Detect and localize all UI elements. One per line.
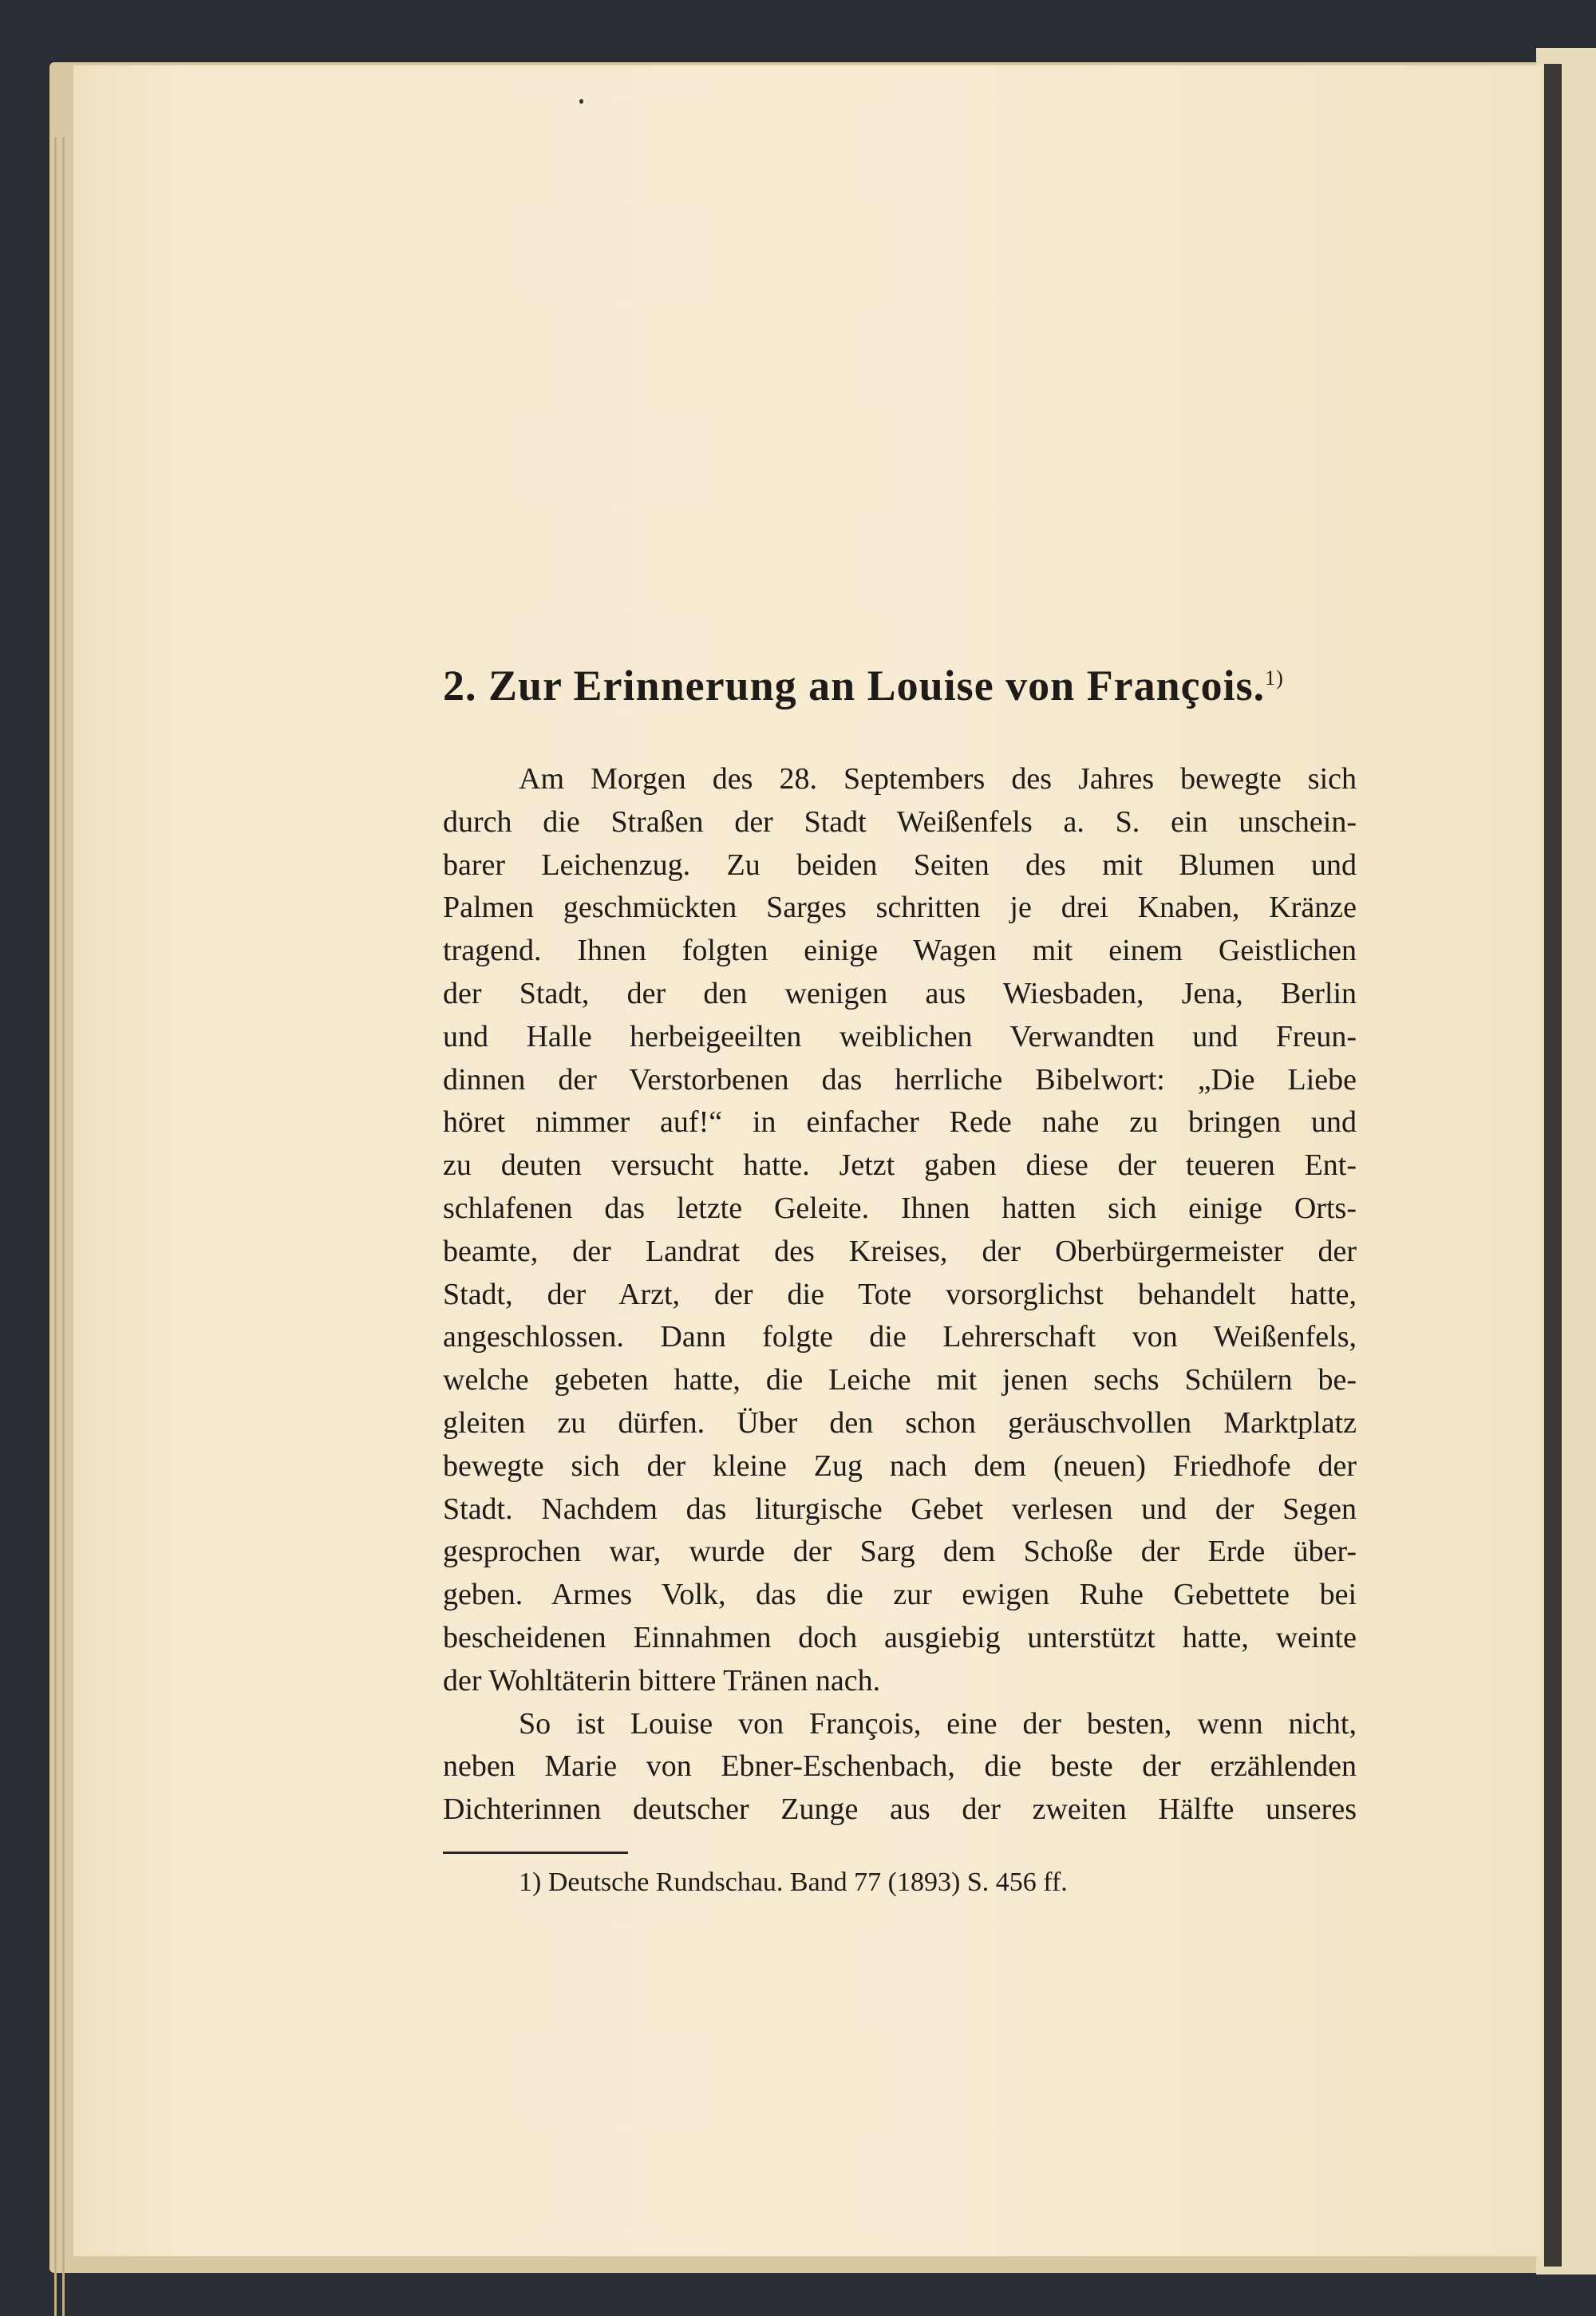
text-line: gleiten zu dürfen. Über den schon geräuschvollen Marktplatz bbox=[443, 1405, 1357, 1440]
chapter-heading bbox=[443, 661, 1357, 710]
footnote: 1) Deutsche Rundschau. Band 77 (1893) S. 456 ff. bbox=[519, 1867, 1068, 1897]
text-line: neben Marie von Ebner-Eschenbach, die beste der erzählenden bbox=[443, 1749, 1357, 1784]
text-line: bescheidenen Einnahmen doch ausgiebig unterstützt hatte, weinte bbox=[443, 1620, 1357, 1654]
text-line: Stadt. Nachdem das liturgische Gebet verlesen und der Segen bbox=[443, 1492, 1357, 1526]
text-line: schlafenen das letzte Geleite. Ihnen hatten sich einige Orts- bbox=[443, 1191, 1357, 1225]
body-text bbox=[443, 758, 1357, 1832]
text-line: bewegte sich der kleine Zug nach dem (neuen) Friedhofe der bbox=[443, 1448, 1357, 1483]
page-edge-line bbox=[62, 137, 65, 2316]
heading-title: Zur Erinnerung an Louise von François. bbox=[488, 662, 1266, 709]
text-line: So ist Louise von François, eine der besten, wenn nicht, bbox=[519, 1706, 1357, 1741]
text-line: geben. Armes Volk, das die zur ewigen Ruhe Gebettete bei bbox=[443, 1578, 1357, 1612]
text-line: beamte, der Landrat des Kreises, der Oberbürgermeister der bbox=[443, 1234, 1357, 1268]
text-line: dinnen der Verstorbenen das herrliche Bibelwort: „Die Liebe bbox=[443, 1062, 1357, 1097]
text-line: Palmen geschmückten Sarges schritten je drei Knaben, Kränze bbox=[443, 891, 1357, 925]
ink-speck bbox=[579, 99, 583, 104]
text-line: Stadt, der Arzt, der die Tote vorsorglichst behandelt hatte, bbox=[443, 1277, 1357, 1311]
footnote-reference: 1) bbox=[1265, 666, 1284, 690]
text-line: durch die Straßen der Stadt Weißenfels a. S. ein unschein- bbox=[443, 804, 1357, 839]
text-line: angeschlossen. Dann folgte die Lehrerschaft von Weißenfels, bbox=[443, 1320, 1357, 1354]
text-line: höret nimmer auf!“ in einfacher Rede nahe zu bringen und bbox=[443, 1105, 1357, 1140]
heading-number: 2. bbox=[443, 662, 477, 709]
footnote-rule bbox=[443, 1852, 628, 1854]
text-line: gesprochen war, wurde der Sarg dem Schoße der Erde über- bbox=[443, 1535, 1357, 1569]
book-gutter bbox=[1544, 64, 1562, 2267]
text-line: Dichterinnen deutscher Zunge aus der zweiten Hälfte unseres bbox=[443, 1792, 1357, 1827]
text-line: der Wohltäterin bittere Tränen nach. bbox=[443, 1663, 881, 1697]
page-edge-line bbox=[54, 137, 57, 2316]
text-line: welche gebeten hatte, die Leiche mit jenen sechs Schülern be- bbox=[443, 1363, 1357, 1397]
text-line: tragend. Ihnen folgten einige Wagen mit einem Geistlichen bbox=[443, 934, 1357, 968]
text-line: der Stadt, der den wenigen aus Wiesbaden, Jena, Berlin bbox=[443, 976, 1357, 1010]
text-line: barer Leichenzug. Zu beiden Seiten des mit Blumen und bbox=[443, 848, 1357, 882]
text-line: und Halle herbeigeeilten weiblichen Verwandten und Freun- bbox=[443, 1019, 1357, 1053]
text-line: zu deuten versucht hatte. Jetzt gaben diese der teueren Ent- bbox=[443, 1148, 1357, 1183]
text-line: Am Morgen des 28. Septembers des Jahres bewegte sich bbox=[519, 762, 1357, 796]
